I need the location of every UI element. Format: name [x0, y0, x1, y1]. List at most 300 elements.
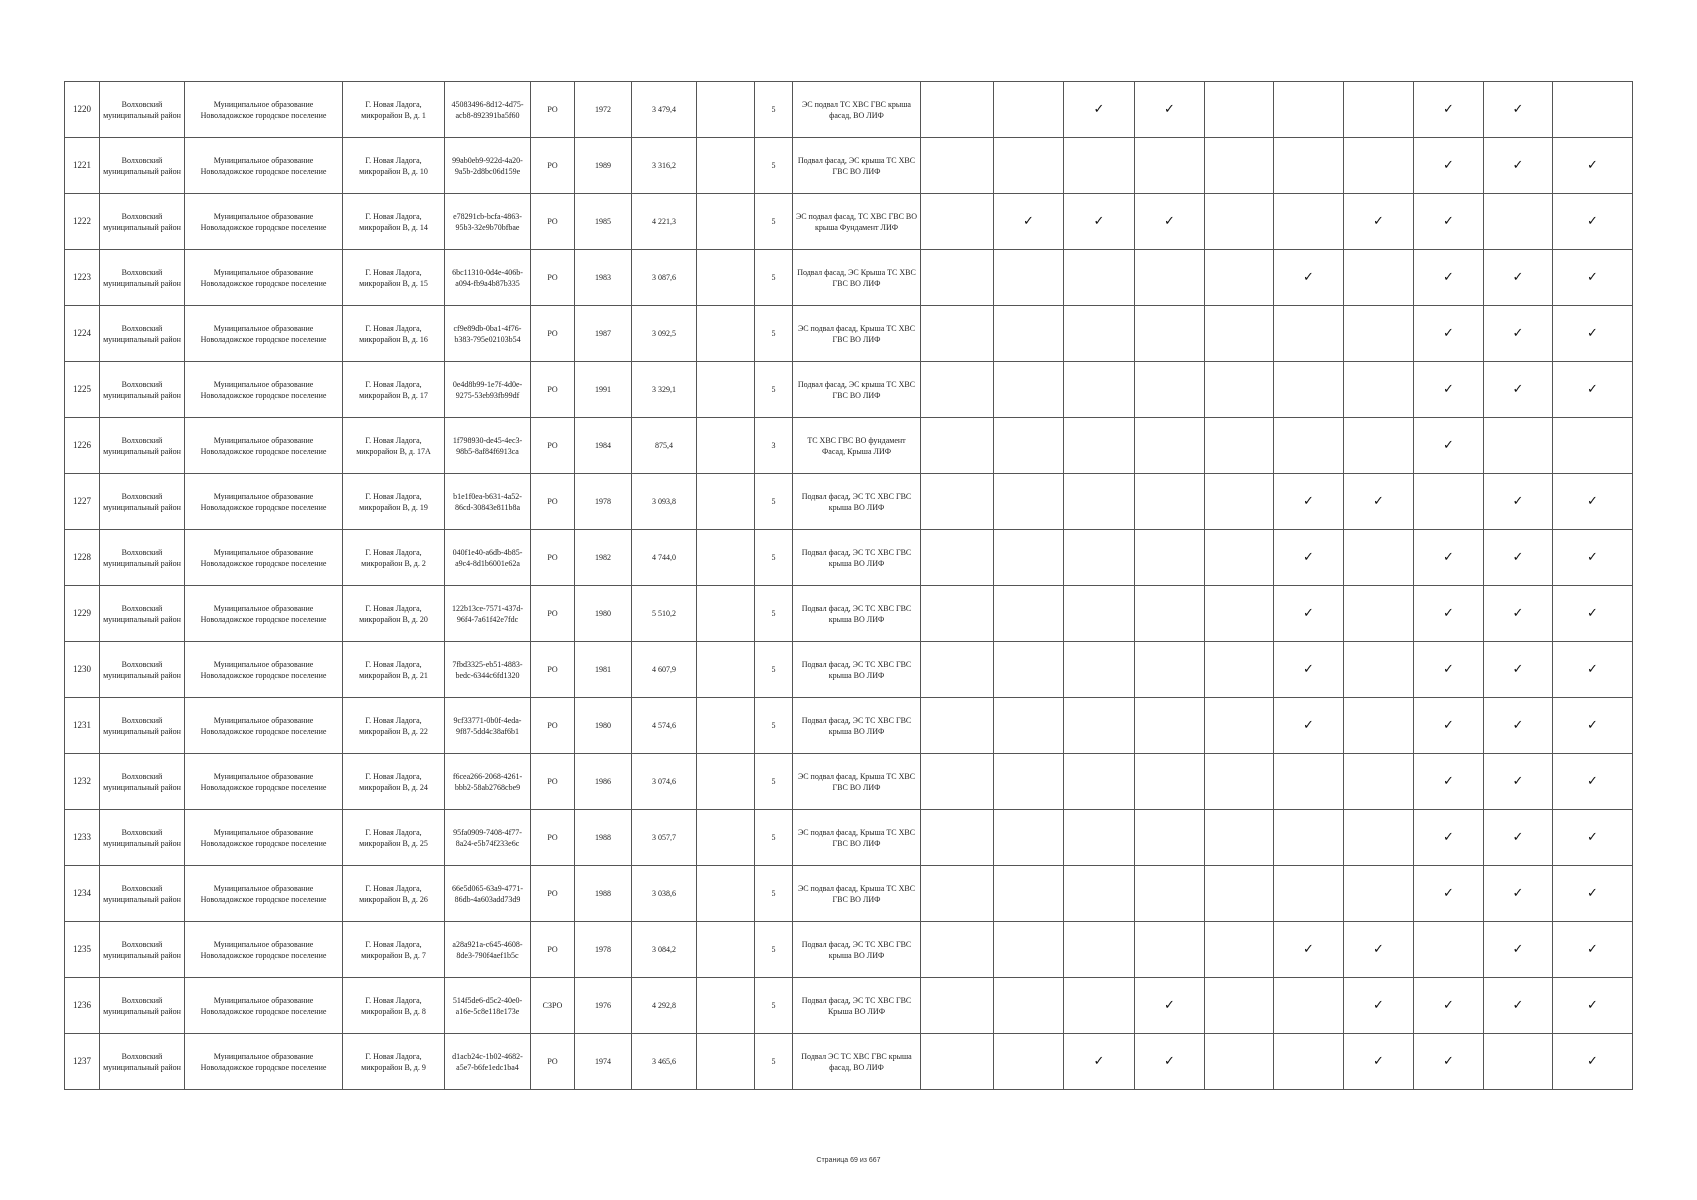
check-mark-icon: ✓	[1443, 1054, 1454, 1069]
check-cell	[1064, 82, 1135, 138]
area-cell: 3 093,8	[632, 474, 697, 530]
guid-cell: cf9e89db-0ba1-4f76-b383-795e02103b54	[445, 306, 531, 362]
check-cell	[994, 306, 1064, 362]
check-cell	[1064, 922, 1135, 978]
check-mark-icon: ✓	[1512, 886, 1524, 901]
check-cell	[1274, 194, 1344, 250]
check-cell	[1064, 530, 1135, 586]
check-cell	[1414, 306, 1484, 362]
fund-type-cell: РО	[531, 138, 575, 194]
district-cell: Волховский муниципальный район	[100, 194, 185, 250]
check-cell	[1064, 810, 1135, 866]
table-row	[65, 1034, 1633, 1090]
guid-cell: 7fbd3325-eb51-4883-bedc-6344c6fd1320	[445, 642, 531, 698]
check-mark-icon: ✓	[1373, 214, 1384, 229]
area-cell: 3 092,5	[632, 306, 697, 362]
guid-cell: 95fa0909-7408-4f77-8a24-e5b74f233e6c	[445, 810, 531, 866]
check-cell	[994, 530, 1064, 586]
check-mark-icon: ✓	[1443, 382, 1454, 397]
floors-cell: 5	[755, 978, 793, 1034]
table-row	[65, 362, 1633, 418]
municipality-cell: Муниципальное образование Новоладожское городское поселение	[185, 754, 343, 810]
floors-cell: 5	[755, 642, 793, 698]
check-cell	[1205, 754, 1274, 810]
check-cell	[1484, 642, 1553, 698]
check-mark-icon: ✓	[1164, 1054, 1175, 1069]
empty-cell	[697, 810, 755, 866]
check-mark-icon: ✓	[1512, 158, 1524, 173]
check-cell	[1205, 642, 1274, 698]
empty-cell	[697, 306, 755, 362]
check-cell	[1205, 978, 1274, 1034]
address-cell: Г. Новая Ладога, микрорайон В, д. 20	[343, 586, 445, 642]
row-number: 1231	[65, 698, 100, 754]
floors-cell: 5	[755, 362, 793, 418]
check-cell	[1205, 922, 1274, 978]
check-cell	[1274, 418, 1344, 474]
works-cell: ЭС подвал фасад, Крыша ТС ХВС ГВС ВО ЛИФ	[793, 866, 921, 922]
check-cell	[1553, 194, 1633, 250]
district-cell: Волховский муниципальный район	[100, 474, 185, 530]
check-cell	[1553, 1034, 1633, 1090]
floors-cell: 5	[755, 474, 793, 530]
check-cell	[1484, 194, 1553, 250]
row-number: 1223	[65, 250, 100, 306]
area-cell: 5 510,2	[632, 586, 697, 642]
check-cell	[994, 978, 1064, 1034]
works-cell: Подвал фасад, ЭС ТС ХВС ГВС крыша ВО ЛИФ	[793, 642, 921, 698]
check-cell	[1135, 418, 1205, 474]
district-cell: Волховский муниципальный район	[100, 418, 185, 474]
check-cell	[1553, 418, 1633, 474]
check-cell	[1064, 362, 1135, 418]
guid-cell: f6cea266-2068-4261-bbb2-58ab2768cbe9	[445, 754, 531, 810]
fund-type-cell: РО	[531, 810, 575, 866]
fund-type-cell: РО	[531, 474, 575, 530]
municipality-cell: Муниципальное образование Новоладожское городское поселение	[185, 586, 343, 642]
district-cell: Волховский муниципальный район	[100, 362, 185, 418]
check-mark-icon: ✓	[1587, 774, 1598, 789]
check-cell	[1414, 698, 1484, 754]
guid-cell: 66e5d065-63a9-4771-86db-4a603add73d9	[445, 866, 531, 922]
check-cell	[1553, 586, 1633, 642]
check-mark-icon: ✓	[1512, 998, 1524, 1013]
floors-cell: 5	[755, 530, 793, 586]
empty-cell	[697, 866, 755, 922]
check-cell	[1274, 754, 1344, 810]
check-cell	[921, 698, 994, 754]
row-number: 1234	[65, 866, 100, 922]
check-cell	[994, 362, 1064, 418]
address-cell: Г. Новая Ладога, микрорайон В, д. 19	[343, 474, 445, 530]
fund-type-cell: РО	[531, 642, 575, 698]
check-cell	[1414, 810, 1484, 866]
fund-type-cell: СЗРО	[531, 978, 575, 1034]
check-mark-icon: ✓	[1164, 102, 1175, 117]
check-cell	[1205, 698, 1274, 754]
address-cell: Г. Новая Ладога, микрорайон В, д. 14	[343, 194, 445, 250]
check-cell	[921, 306, 994, 362]
check-mark-icon: ✓	[1587, 270, 1598, 285]
municipality-cell: Муниципальное образование Новоладожское городское поселение	[185, 810, 343, 866]
check-cell	[1064, 754, 1135, 810]
works-cell: ЭС подвал ТС ХВС ГВС крыша фасад, ВО ЛИФ	[793, 82, 921, 138]
fund-type-cell: РО	[531, 418, 575, 474]
row-number: 1227	[65, 474, 100, 530]
address-cell: Г. Новая Ладога, микрорайон В, д. 7	[343, 922, 445, 978]
row-number: 1221	[65, 138, 100, 194]
check-mark-icon: ✓	[1303, 718, 1314, 733]
guid-cell: 1f798930-de45-4ec3-98b5-8af84f6913ca	[445, 418, 531, 474]
works-cell: Подвал фасад, ЭС Крыша ТС ХВС ГВС ВО ЛИФ	[793, 250, 921, 306]
floors-cell: 5	[755, 306, 793, 362]
check-mark-icon: ✓	[1443, 606, 1454, 621]
works-cell: ЭС подвал фасад, ТС ХВС ГВС ВО крыша Фундамент ЛИФ	[793, 194, 921, 250]
floors-cell: 5	[755, 250, 793, 306]
check-cell	[1064, 1034, 1135, 1090]
works-cell: ЭС подвал фасад, Крыша ТС ХВС ГВС ВО ЛИФ	[793, 754, 921, 810]
area-cell: 3 038,6	[632, 866, 697, 922]
municipality-cell: Муниципальное образование Новоладожское городское поселение	[185, 530, 343, 586]
area-cell: 3 479,4	[632, 82, 697, 138]
check-cell	[1553, 698, 1633, 754]
check-cell	[921, 642, 994, 698]
empty-cell	[697, 250, 755, 306]
check-mark-icon: ✓	[1443, 886, 1454, 901]
check-cell	[1205, 1034, 1274, 1090]
table-row	[65, 642, 1633, 698]
year-cell: 1987	[575, 306, 632, 362]
check-mark-icon: ✓	[1303, 550, 1314, 565]
table-row	[65, 698, 1633, 754]
check-cell	[994, 82, 1064, 138]
check-mark-icon: ✓	[1587, 326, 1598, 341]
guid-cell: 6bc11310-0d4e-406b-a094-fb9a4b87b335	[445, 250, 531, 306]
check-mark-icon: ✓	[1587, 158, 1598, 173]
check-cell	[1274, 362, 1344, 418]
check-mark-icon: ✓	[1512, 382, 1524, 397]
check-cell	[1274, 138, 1344, 194]
area-cell: 4 292,8	[632, 978, 697, 1034]
empty-cell	[697, 754, 755, 810]
check-mark-icon: ✓	[1587, 550, 1598, 565]
works-cell: Подвал ЭС ТС ХВС ГВС крыша фасад, ВО ЛИФ	[793, 1034, 921, 1090]
check-mark-icon: ✓	[1512, 662, 1524, 677]
municipality-cell: Муниципальное образование Новоладожское городское поселение	[185, 250, 343, 306]
area-cell: 4 574,6	[632, 698, 697, 754]
check-cell	[1344, 866, 1414, 922]
check-cell	[1344, 250, 1414, 306]
check-cell	[921, 474, 994, 530]
works-cell: Подвал фасад, ЭС ТС ХВС ГВС крыша ВО ЛИФ	[793, 922, 921, 978]
fund-type-cell: РО	[531, 194, 575, 250]
municipality-cell: Муниципальное образование Новоладожское городское поселение	[185, 978, 343, 1034]
check-mark-icon: ✓	[1093, 214, 1105, 229]
check-cell	[1484, 922, 1553, 978]
address-cell: Г. Новая Ладога, микрорайон В, д. 1	[343, 82, 445, 138]
check-cell	[1274, 306, 1344, 362]
check-cell	[1274, 866, 1344, 922]
fund-type-cell: РО	[531, 866, 575, 922]
works-cell: Подвал фасад, ЭС крыша ТС ХВС ГВС ВО ЛИФ	[793, 362, 921, 418]
fund-type-cell: РО	[531, 586, 575, 642]
year-cell: 1991	[575, 362, 632, 418]
year-cell: 1978	[575, 922, 632, 978]
address-cell: Г. Новая Ладога, микрорайон В, д. 2	[343, 530, 445, 586]
check-mark-icon: ✓	[1443, 438, 1454, 453]
check-cell	[1344, 978, 1414, 1034]
check-cell	[1484, 530, 1553, 586]
check-cell	[1553, 642, 1633, 698]
municipality-cell: Муниципальное образование Новоладожское городское поселение	[185, 194, 343, 250]
check-mark-icon: ✓	[1587, 1054, 1598, 1069]
check-cell	[1135, 306, 1205, 362]
empty-cell	[697, 362, 755, 418]
guid-cell: b1e1f0ea-b631-4a52-86cd-30843e811b8a	[445, 474, 531, 530]
district-cell: Волховский муниципальный район	[100, 978, 185, 1034]
check-mark-icon: ✓	[1303, 606, 1314, 621]
check-cell	[994, 922, 1064, 978]
check-cell	[1274, 698, 1344, 754]
check-cell	[1064, 698, 1135, 754]
check-cell	[1135, 250, 1205, 306]
check-mark-icon: ✓	[1587, 214, 1598, 229]
check-cell	[1344, 138, 1414, 194]
check-mark-icon: ✓	[1587, 886, 1598, 901]
municipality-cell: Муниципальное образование Новоладожское городское поселение	[185, 418, 343, 474]
empty-cell	[697, 418, 755, 474]
municipality-cell: Муниципальное образование Новоладожское городское поселение	[185, 642, 343, 698]
check-cell	[921, 1034, 994, 1090]
check-cell	[1414, 586, 1484, 642]
table-row	[65, 138, 1633, 194]
check-mark-icon: ✓	[1023, 214, 1034, 229]
table-row	[65, 810, 1633, 866]
check-cell	[1414, 474, 1484, 530]
check-cell	[1274, 82, 1344, 138]
check-cell	[1274, 586, 1344, 642]
empty-cell	[697, 978, 755, 1034]
works-cell: Подвал фасад, ЭС ТС ХВС ГВС крыша ВО ЛИФ	[793, 474, 921, 530]
check-mark-icon: ✓	[1373, 998, 1384, 1013]
check-mark-icon: ✓	[1512, 494, 1524, 509]
check-cell	[1064, 138, 1135, 194]
floors-cell: 5	[755, 754, 793, 810]
check-cell	[921, 194, 994, 250]
area-cell: 3 329,1	[632, 362, 697, 418]
year-cell: 1980	[575, 698, 632, 754]
check-cell	[921, 82, 994, 138]
check-mark-icon: ✓	[1303, 662, 1314, 677]
area-cell: 3 087,6	[632, 250, 697, 306]
check-cell	[1344, 194, 1414, 250]
check-cell	[1414, 922, 1484, 978]
check-cell	[1135, 586, 1205, 642]
district-cell: Волховский муниципальный район	[100, 866, 185, 922]
check-cell	[1205, 418, 1274, 474]
address-cell: Г. Новая Ладога, микрорайон В, д. 15	[343, 250, 445, 306]
fund-type-cell: РО	[531, 82, 575, 138]
guid-cell: 514f5de6-d5c2-40e0-a16e-5c8e118e173e	[445, 978, 531, 1034]
year-cell: 1984	[575, 418, 632, 474]
check-mark-icon: ✓	[1443, 102, 1454, 117]
row-number: 1230	[65, 642, 100, 698]
municipality-cell: Муниципальное образование Новоладожское городское поселение	[185, 306, 343, 362]
empty-cell	[697, 642, 755, 698]
empty-cell	[697, 138, 755, 194]
guid-cell: d1acb24c-1b02-4682-a5e7-b6fe1edc1ba4	[445, 1034, 531, 1090]
check-mark-icon: ✓	[1093, 102, 1105, 117]
address-cell: Г. Новая Ладога, микрорайон В, д. 25	[343, 810, 445, 866]
district-cell: Волховский муниципальный район	[100, 306, 185, 362]
check-cell	[1484, 978, 1553, 1034]
check-mark-icon: ✓	[1443, 214, 1454, 229]
check-cell	[1414, 1034, 1484, 1090]
check-mark-icon: ✓	[1373, 494, 1384, 509]
check-mark-icon: ✓	[1512, 326, 1524, 341]
address-cell: Г. Новая Ладога, микрорайон В, д. 9	[343, 1034, 445, 1090]
check-cell	[1344, 922, 1414, 978]
check-mark-icon: ✓	[1587, 830, 1598, 845]
row-number: 1226	[65, 418, 100, 474]
check-cell	[1553, 978, 1633, 1034]
check-cell	[921, 586, 994, 642]
check-mark-icon: ✓	[1443, 774, 1454, 789]
year-cell: 1974	[575, 1034, 632, 1090]
check-cell	[1344, 418, 1414, 474]
check-mark-icon: ✓	[1512, 718, 1524, 733]
check-cell	[994, 586, 1064, 642]
year-cell: 1988	[575, 810, 632, 866]
check-cell	[1274, 922, 1344, 978]
table-row	[65, 754, 1633, 810]
check-cell	[1414, 418, 1484, 474]
works-cell: Подвал фасад, ЭС ТС ХВС ГВС крыша ВО ЛИФ	[793, 530, 921, 586]
guid-cell: e78291cb-bcfa-4863-95b3-32e9b70bfbae	[445, 194, 531, 250]
empty-cell	[697, 530, 755, 586]
check-cell	[994, 250, 1064, 306]
table-row	[65, 530, 1633, 586]
municipality-cell: Муниципальное образование Новоладожское городское поселение	[185, 138, 343, 194]
check-cell	[994, 754, 1064, 810]
check-cell	[921, 530, 994, 586]
row-number: 1236	[65, 978, 100, 1034]
check-cell	[1274, 642, 1344, 698]
check-cell	[921, 362, 994, 418]
row-number: 1224	[65, 306, 100, 362]
works-cell: ЭС подвал фасад, Крыша ТС ХВС ГВС ВО ЛИФ	[793, 306, 921, 362]
check-cell	[1135, 474, 1205, 530]
table-row	[65, 474, 1633, 530]
check-cell	[1205, 194, 1274, 250]
check-cell	[1274, 474, 1344, 530]
district-cell: Волховский муниципальный район	[100, 82, 185, 138]
floors-cell: 5	[755, 1034, 793, 1090]
check-cell	[1344, 1034, 1414, 1090]
check-cell	[994, 810, 1064, 866]
fund-type-cell: РО	[531, 530, 575, 586]
municipality-cell: Муниципальное образование Новоладожское городское поселение	[185, 922, 343, 978]
check-cell	[1484, 810, 1553, 866]
fund-type-cell: РО	[531, 922, 575, 978]
check-cell	[1414, 138, 1484, 194]
area-cell: 3 465,6	[632, 1034, 697, 1090]
district-cell: Волховский муниципальный район	[100, 1034, 185, 1090]
year-cell: 1982	[575, 530, 632, 586]
check-mark-icon: ✓	[1443, 326, 1454, 341]
table-body	[65, 82, 1633, 1090]
check-cell	[1205, 138, 1274, 194]
check-cell	[1064, 586, 1135, 642]
district-cell: Волховский муниципальный район	[100, 250, 185, 306]
year-cell: 1986	[575, 754, 632, 810]
floors-cell: 5	[755, 586, 793, 642]
fund-type-cell: РО	[531, 362, 575, 418]
row-number: 1237	[65, 1034, 100, 1090]
check-cell	[1135, 978, 1205, 1034]
check-cell	[1135, 194, 1205, 250]
check-cell	[1135, 698, 1205, 754]
check-mark-icon: ✓	[1443, 158, 1454, 173]
empty-cell	[697, 1034, 755, 1090]
check-cell	[1484, 138, 1553, 194]
check-mark-icon: ✓	[1303, 942, 1314, 957]
area-cell: 4 221,3	[632, 194, 697, 250]
works-cell: Подвал фасад, ЭС ТС ХВС ГВС крыша ВО ЛИФ	[793, 698, 921, 754]
check-cell	[1414, 362, 1484, 418]
table-row	[65, 586, 1633, 642]
address-cell: Г. Новая Ладога, микрорайон В, д. 26	[343, 866, 445, 922]
check-cell	[994, 138, 1064, 194]
check-cell	[1274, 530, 1344, 586]
empty-cell	[697, 586, 755, 642]
check-cell	[1414, 194, 1484, 250]
check-cell	[921, 866, 994, 922]
fund-type-cell: РО	[531, 1034, 575, 1090]
address-cell: Г. Новая Ладога, микрорайон В, д. 17	[343, 362, 445, 418]
works-cell: Подвал фасад, ЭС ТС ХВС ГВС Крыша ВО ЛИФ	[793, 978, 921, 1034]
check-mark-icon: ✓	[1373, 1054, 1384, 1069]
check-cell	[1344, 82, 1414, 138]
check-cell	[1135, 1034, 1205, 1090]
check-cell	[1135, 138, 1205, 194]
check-cell	[994, 418, 1064, 474]
page-number: Страница 69 из 667	[816, 1157, 881, 1164]
address-cell: Г. Новая Ладога, микрорайон В, д. 8	[343, 978, 445, 1034]
check-cell	[1553, 922, 1633, 978]
works-cell: ЭС подвал фасад, Крыша ТС ХВС ГВС ВО ЛИФ	[793, 810, 921, 866]
check-cell	[1064, 978, 1135, 1034]
area-cell: 4 744,0	[632, 530, 697, 586]
check-cell	[1135, 810, 1205, 866]
check-cell	[1205, 530, 1274, 586]
table-row	[65, 866, 1633, 922]
check-cell	[1135, 530, 1205, 586]
year-cell: 1985	[575, 194, 632, 250]
year-cell: 1981	[575, 642, 632, 698]
row-number: 1232	[65, 754, 100, 810]
floors-cell: 5	[755, 82, 793, 138]
year-cell: 1980	[575, 586, 632, 642]
check-mark-icon: ✓	[1587, 942, 1598, 957]
year-cell: 1983	[575, 250, 632, 306]
check-cell	[1484, 866, 1553, 922]
table-row	[65, 82, 1633, 138]
municipality-cell: Муниципальное образование Новоладожское городское поселение	[185, 698, 343, 754]
check-cell	[1064, 866, 1135, 922]
empty-cell	[697, 82, 755, 138]
check-cell	[1274, 978, 1344, 1034]
